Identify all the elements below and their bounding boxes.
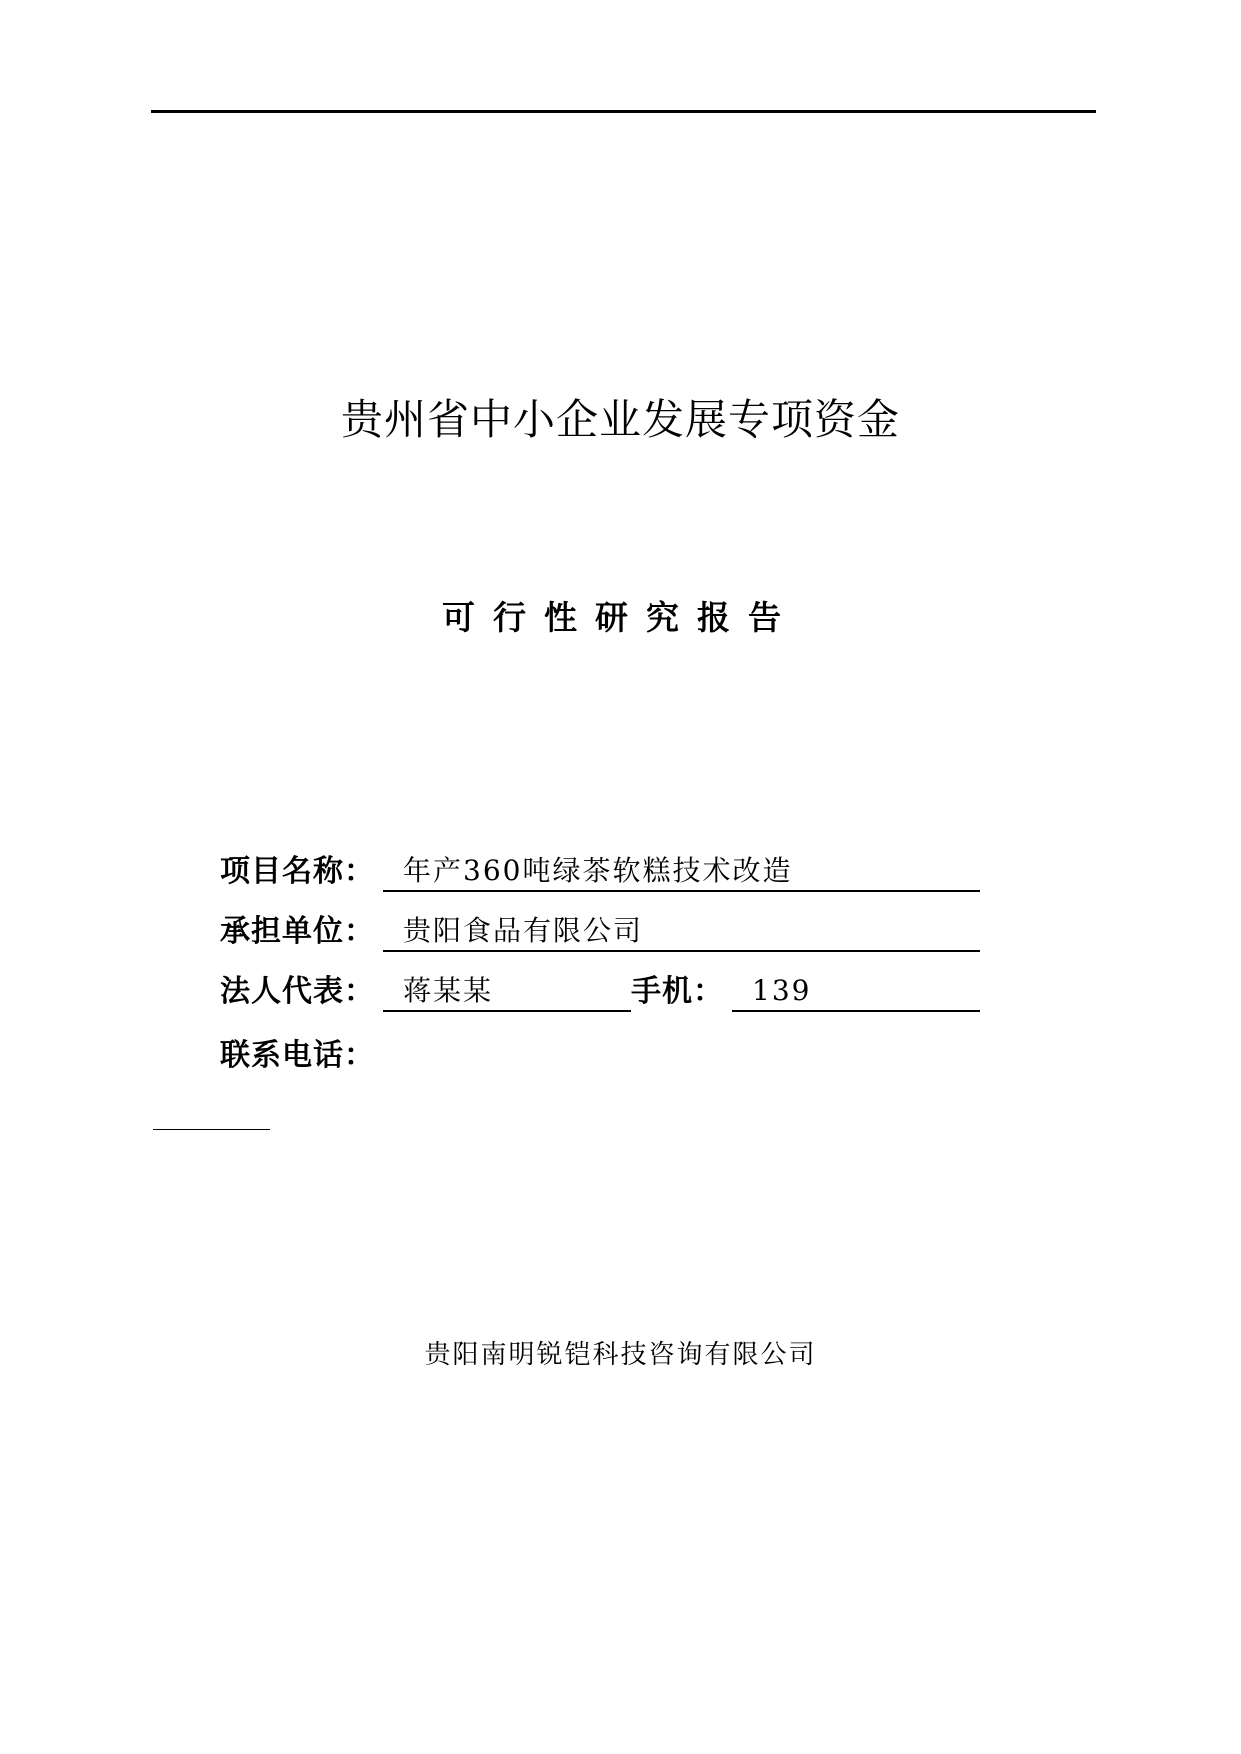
footnote-rule	[153, 1129, 270, 1130]
document-sub-title: 可行性研究报告	[442, 598, 799, 637]
phone-label: 联系电话：	[220, 1038, 375, 1073]
mobile-label: 手机：	[631, 974, 724, 1009]
unit-field: 贵阳食品有限公司	[383, 912, 980, 952]
header-rule	[151, 110, 1096, 113]
consultant-company: 贵阳南明锐铠科技咨询有限公司	[424, 1340, 817, 1370]
document-main-title: 贵州省中小企业发展专项资金	[340, 395, 900, 444]
project-name-label: 项目名称：	[220, 854, 375, 889]
legal-rep-field: 蒋某某	[383, 972, 631, 1012]
phone-row	[220, 1032, 375, 1076]
mobile-field: 139	[732, 972, 980, 1012]
legal-rep-row	[220, 968, 980, 1012]
legal-rep-label: 法人代表：	[220, 974, 375, 1009]
unit-row	[220, 908, 980, 952]
project-name-field: 年产360吨绿茶软糕技术改造	[383, 852, 980, 892]
project-name-row	[220, 848, 980, 892]
unit-label: 承担单位：	[220, 914, 375, 949]
